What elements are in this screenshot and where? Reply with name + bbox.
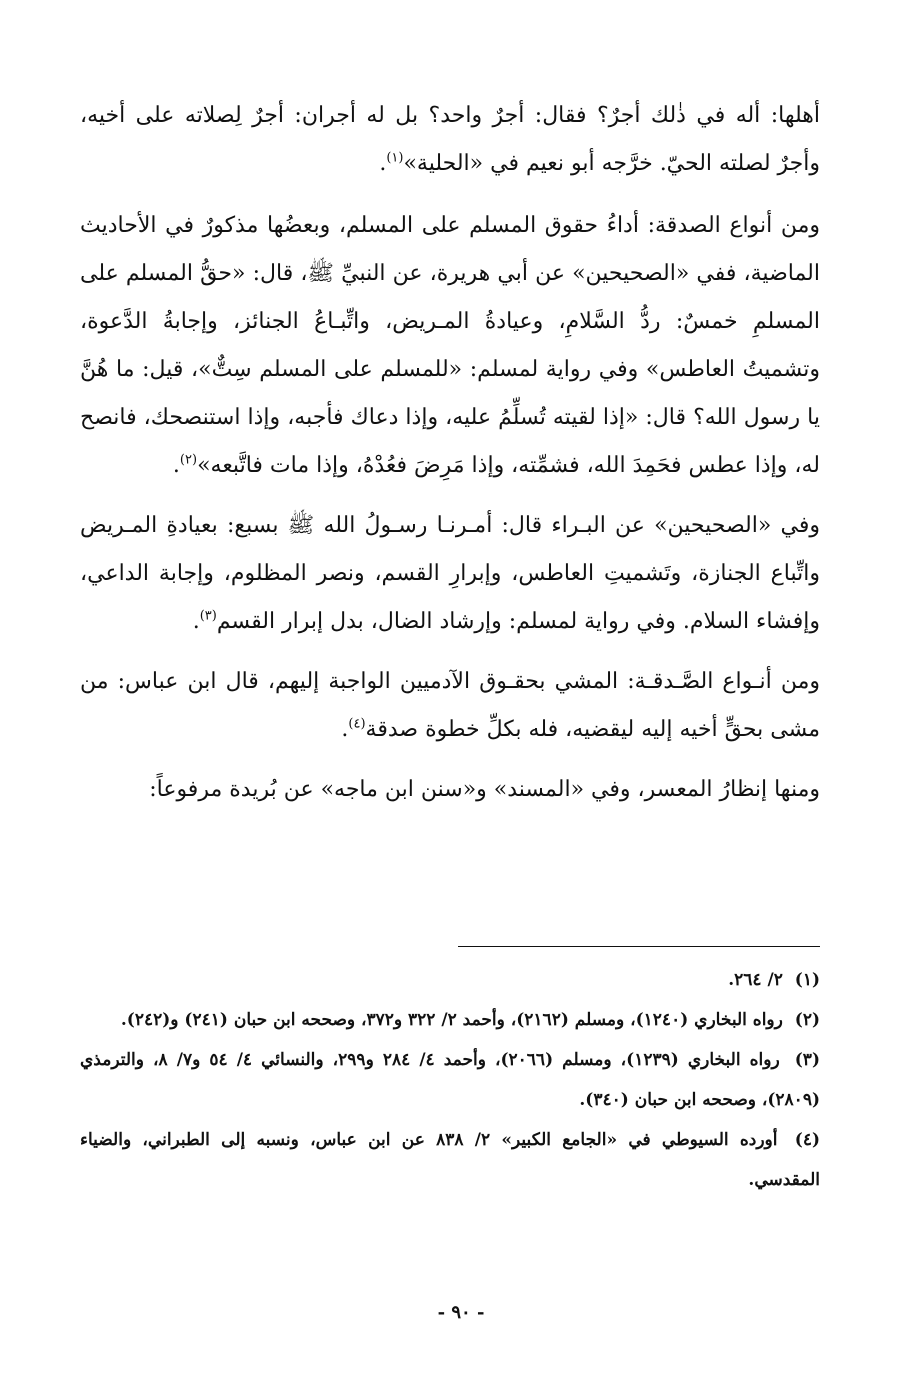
paragraph-1 <box>80 92 820 188</box>
footnote-text: ٢/ ٢٦٤. <box>728 970 783 990</box>
paragraph-text: ومن أنـواع الصَّـدقـة: المشي بحقـوق الآدميين الواجبة إليهم، قال ابن عباس: من مشى بحقٍّ أخيه إليه ليقضيه، فله بكلِّ خطوة صدقة <box>80 669 820 742</box>
footnote-4 <box>80 1120 820 1200</box>
paragraph-text: ومن أنواع الصدقة: أداءُ حقوق المسلم على المسلم، وبعضُها مذكورٌ في الأحاديث الماضية، ففي «الصحيحين» عن أبي هريرة، عن النبيِّ ﷺ، قال: «حقُّ المسلم على المسلمِ خمسٌ: ردُّ السَّلامِ، وعيادةُ المـريض، واتِّبـاعُ الجنائز، وإجابةُ الدَّعوة، وتشميتُ العاطس» وفي رواية لمسلم: «للمسلم على المسلم سِتٌّ»، قيل: ما هُنَّ يا رسول الله؟ قال: «إذا لقيته تُسلِّمُ عليه، وإذا دعاك فأجبه، وإذا استنصحك، فانصح له، وإذا عطس فحَمِدَ الله، فشمِّته، وإذا مَرِضَ فعُدْهُ، وإذا مات فاتَّبعه» <box>80 213 821 478</box>
footnote-ref-3[interactable]: (٣) <box>199 608 217 624</box>
footnote-number: (١) <box>794 970 820 990</box>
footnote-number: (٢) <box>794 1010 820 1030</box>
paragraph-text: وفي «الصحيحين» عن البـراء قال: أمـرنـا رسـولُ الله ﷺ بسبع: بعيادةِ المـريض واتِّباع الجنازة، وتَشميتِ العاطس، وإبرارِ القسم، ونصر المظلوم، وإجابة الداعي، وإفشاء السلام. وفي رواية لمسلم: وإرشاد الضال، بدل إبرار القسم <box>80 513 820 634</box>
paragraph-end: . <box>192 609 200 634</box>
paragraph-end: . <box>172 453 180 478</box>
main-text <box>80 92 820 826</box>
paragraph-text: أهلها: أله في ذٰلك أجرٌ؟ فقال: أجرٌ واحد؟ بل له أجران: أجرٌ لِصلاته على أخيه، وأجرٌ لصلته الحيّ. خرَّجه أبو نعيم في «الحلية» <box>80 103 820 176</box>
footnotes <box>80 960 820 1200</box>
footnote-1 <box>80 960 820 1000</box>
paragraph-5 <box>80 766 820 814</box>
footnote-separator <box>458 946 820 947</box>
paragraph-text: ومنها إنظارُ المعسر، وفي «المسند» و«سنن ابن ماجه» عن بُريدة مرفوعاً: <box>149 777 820 802</box>
footnote-ref-1[interactable]: (١) <box>386 150 404 166</box>
footnote-number: (٣) <box>794 1050 820 1070</box>
page-number: - ٩٠ - <box>437 1302 485 1323</box>
paragraph-end: . <box>341 717 349 742</box>
paragraph-end: . <box>379 151 387 176</box>
footnote-2 <box>80 1000 820 1040</box>
paragraph-3 <box>80 502 820 646</box>
paragraph-4 <box>80 658 820 754</box>
footnote-number: (٤) <box>794 1130 821 1150</box>
footnote-text: رواه البخاري (١٢٣٩)، ومسلم (٢٠٦٦)، وأحمد ٤/ ٢٨٤ و٢٩٩، والنسائي ٤/ ٥٤ و٧/ ٨، والترمذي (٢٨٠٩)، وصححه ابن حبان (٣٤٠). <box>80 1050 820 1110</box>
footnote-text: رواه البخاري (١٢٤٠)، ومسلم (٢١٦٢)، وأحمد ٢/ ٣٢٢ و٣٧٢، وصححه ابن حبان (٢٤١) و(٢٤٢). <box>120 1010 783 1030</box>
footnote-ref-2[interactable]: (٢) <box>179 452 198 468</box>
paragraph-2 <box>80 202 820 490</box>
footnote-ref-4[interactable]: (٤) <box>348 716 366 732</box>
footnote-3 <box>80 1040 820 1120</box>
footnote-text: أورده السيوطي في «الجامع الكبير» ٢/ ٨٣٨ عن ابن عباس، ونسبه إلى الطبراني، والضياء المقدسي. <box>80 1130 820 1190</box>
